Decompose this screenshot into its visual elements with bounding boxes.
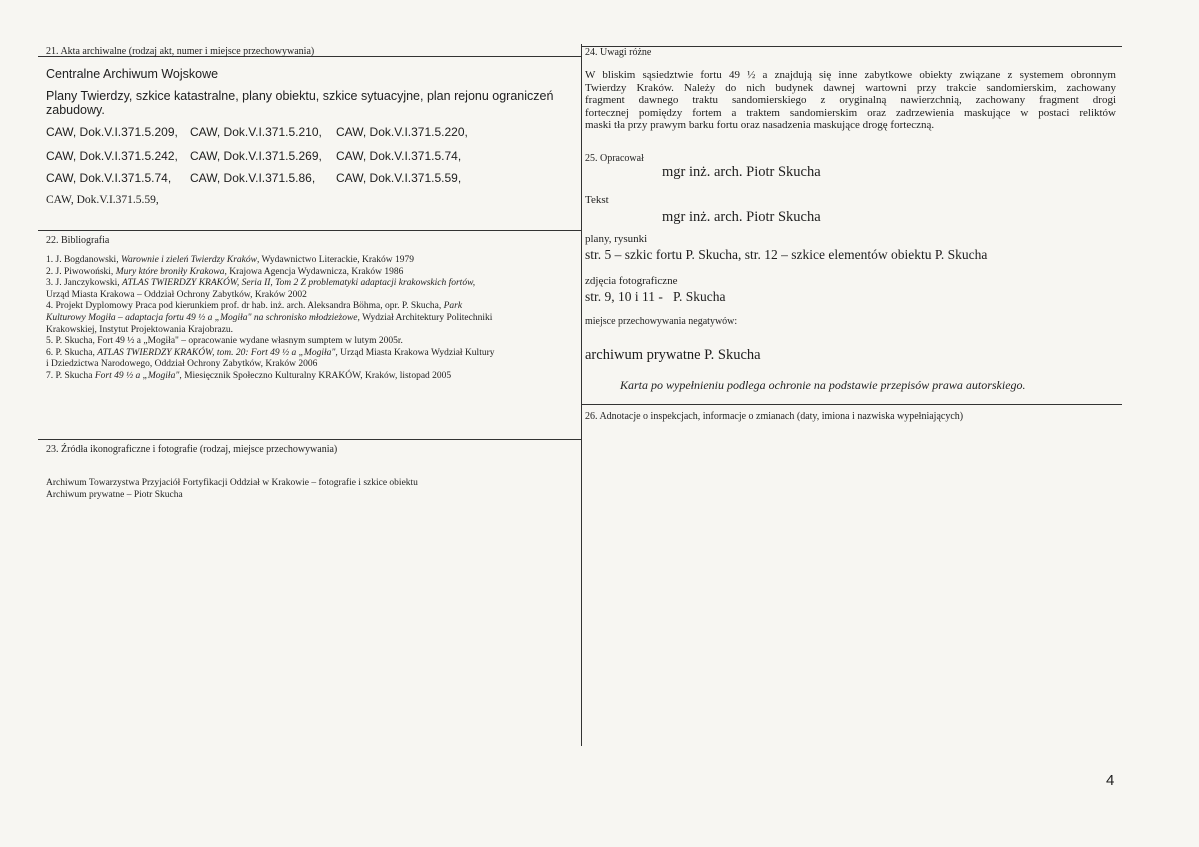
caw-ref: CAW, Dok.V.I.371.5.242,: [46, 149, 178, 163]
bibliography-item: 5. P. Skucha, Fort 49 ½ a „Mogiła" – opracowanie wydane własnym sumptem w lutym 2005r.: [46, 336, 403, 347]
caw-ref: CAW, Dok.V.I.371.5.59,: [336, 171, 462, 185]
copyright-note: Karta po wypełnieniu podlega ochronie na podstawie przepisów prawa autorskiego.: [620, 378, 1026, 392]
caw-ref: CAW, Dok.V.I.371.5.209,: [46, 125, 178, 139]
bibliography-list: [46, 255, 495, 383]
bibliography-item: 4. Projekt Dyplomowy Praca pod kierunkiem prof. dr hab. inż. arch. Aleksandra Böhma, opr. P. Skucha, Park: [46, 301, 463, 312]
iconography-line: Archiwum prywatne – Piotr Skucha: [46, 490, 183, 500]
section-21-header: 21. Akta archiwalne (rodzaj akt, numer i miejsce przechowywania): [46, 46, 315, 57]
rule-22: [38, 230, 582, 231]
plans-value: str. 5 – szkic fortu P. Skucha, str. 12 – szkice elementów obiektu P. Skucha: [585, 247, 988, 262]
remarks-line: fragment dawnego traktu sandomierskiego z oryginalną nawierzchnią, zachowany fragment drogi: [585, 94, 1116, 107]
bibliography-item: 6. P. Skucha, ATLAS TWIERDZY KRAKÓW, tom. 20: Fort 49 ½ a „Mogiła", Urząd Miasta Krakowa Wydział Kultury: [46, 347, 495, 358]
remarks-paragraph: [585, 69, 1116, 132]
author-name: mgr inż. arch. Piotr Skucha: [662, 164, 821, 180]
caw-ref: CAW, Dok.V.I.371.5.210,: [190, 125, 322, 139]
center-divider: [581, 44, 582, 746]
remarks-line: maski tła przy prawym barku fortu oraz nasadzenia maskujące drogę forteczną.: [585, 119, 935, 132]
page-number: 4: [1106, 772, 1115, 789]
bibliography-item: 3. J. Janczykowski, ATLAS TWIERDZY KRAKÓW, Seria II, Tom 2 Z problematyki adaptacji krakowskich fortów,: [46, 278, 476, 289]
archive-description: Plany Twierdzy, szkice katastralne, plany obiektu, szkice sytuacyjne, plan rejonu ograniczeń zabudowy.: [46, 89, 554, 117]
section-26-header: 26. Adnotacje o inspekcjach, informacje o zmianach (daty, imiona i nazwiska wypełniających): [585, 411, 964, 422]
top-rule-right: [582, 46, 1122, 47]
rule-23: [38, 439, 582, 440]
text-label: Tekst: [585, 194, 609, 206]
remarks-line: fortecznej pomiędzy fortem a traktem sandomierskim oraz zadrzewienia maskujące w postaci reliktów: [585, 106, 1116, 119]
remarks-line: W bliskim sąsiedztwie fortu 49 ½ a znajdują się inne zabytkowe obiekty związane z systemem obronnym: [585, 69, 1116, 81]
archive-name: Centralne Archiwum Wojskowe: [46, 67, 219, 81]
negatives-label: miejsce przechowywania negatywów:: [585, 316, 738, 327]
negatives-value: archiwum prywatne P. Skucha: [585, 347, 761, 363]
bibliography-item: Urząd Miasta Krakowa – Oddział Ochrony Zabytków, Kraków 2002: [46, 289, 307, 300]
remarks-line: Twierdzy Kraków. Należy do nich budynek dawnej wartowni przy trakcie sandomierskim, zachowany: [585, 81, 1116, 94]
section-25-header: 25. Opracował: [585, 153, 644, 164]
section-24-header: 24. Uwagi różne: [585, 47, 652, 58]
rule-26: [582, 404, 1122, 405]
bibliography-item: Krakowskiej, Instytut Projektowania Krajobrazu.: [46, 324, 234, 335]
bibliography-item: 7. P. Skucha Fort 49 ½ a „Mogiła", Miesięcznik Społeczno Kulturalny KRAKÓW, Kraków, listopad 2005: [46, 370, 452, 381]
bibliography-item: 2. J. Piwowoński, Mury które broniły Krakowa, Krajowa Agencja Wydawnicza, Kraków 1986: [46, 266, 404, 277]
photos-label: zdjęcia fotograficzne: [585, 275, 678, 287]
caw-ref: CAW, Dok.V.I.371.5.269,: [190, 149, 322, 163]
text-author-name: mgr inż. arch. Piotr Skucha: [662, 209, 821, 225]
bibliography-item: 1. J. Bogdanowski, Warownie i zieleń Twierdzy Kraków, Wydawnictwo Literackie, Kraków 1979: [46, 255, 414, 265]
caw-ref: CAW, Dok.V.I.371.5.86,: [190, 171, 316, 185]
caw-ref-last: CAW, Dok.V.I.371.5.59,: [46, 194, 159, 206]
caw-ref: CAW, Dok.V.I.371.5.74,: [46, 171, 172, 185]
iconography-line: Archiwum Towarzystwa Przyjaciół Fortyfikacji Oddział w Krakowie – fotografie i szkice obiektu: [46, 478, 418, 488]
section-22-header: 22. Bibliografia: [46, 235, 110, 246]
photos-value: str. 9, 10 i 11 - P. Skucha: [585, 289, 726, 304]
bibliography-item: i Dziedzictwa Narodowego, Oddział Ochrony Zabytków, Kraków 2006: [46, 359, 318, 370]
caw-ref: CAW, Dok.V.I.371.5.220,: [336, 125, 468, 139]
caw-ref: CAW, Dok.V.I.371.5.74,: [336, 149, 462, 163]
plans-label: plany, rysunki: [585, 233, 648, 245]
bibliography-item: Kulturowy Mogiła – adaptacja fortu 49 ½ a „Mogiła" na schronisko młodzieżowe, Wydział Architektury Politechniki: [46, 312, 493, 323]
section-23-header: 23. Źródła ikonograficzne i fotografie (rodzaj, miejsce przechowywania): [46, 444, 338, 455]
